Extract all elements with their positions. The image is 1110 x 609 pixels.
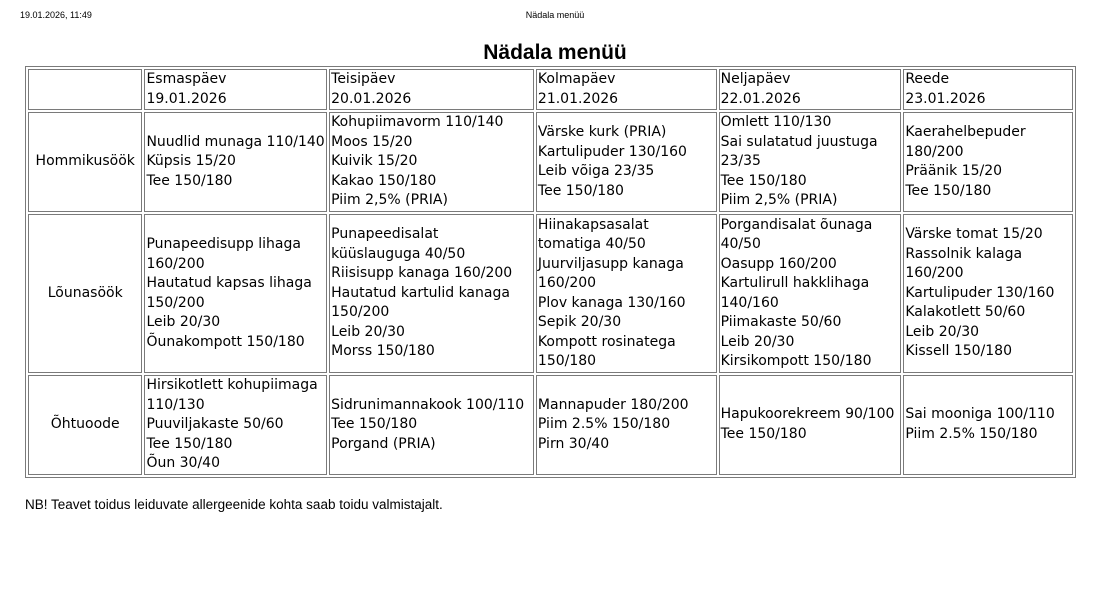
print-page-title: Nädala menüü	[525, 10, 585, 20]
menu-item: Piim 2,5% (PRIA)	[720, 192, 838, 209]
menu-item: Präänik 15/20	[905, 163, 1003, 179]
meal-row	[28, 214, 1073, 373]
menu-cell	[329, 214, 534, 373]
menu-item: Moos 15/20	[331, 133, 413, 150]
menu-item: Kartulipuder 130/160	[537, 143, 687, 160]
menu-item: Oasupp 160/200	[720, 255, 837, 272]
menu-item: Kirsikompott 150/180	[720, 353, 872, 369]
menu-item: Värske kurk (PRIA)	[537, 124, 667, 140]
menu-item: Punapeedisalat küüslauguga 40/50	[331, 226, 466, 262]
menu-item: Sai mooniga 100/110	[905, 406, 1055, 423]
menu-item: Kohupiimavorm 110/140	[331, 114, 504, 131]
menu-item: Piim 2.5% 150/180	[905, 425, 1038, 442]
menu-cell	[329, 112, 534, 212]
menu-item: Õunakompott 150/180	[146, 333, 305, 350]
menu-item: Tee 150/180	[720, 425, 807, 442]
day-header	[719, 69, 902, 110]
menu-item: Piim 2,5% (PRIA)	[331, 192, 448, 209]
menu-item: Kartulipuder 130/160	[905, 284, 1055, 301]
allergen-note: NB! Teavet toidus leiduvate allergeenide kohta saab toidu valmistajalt.	[25, 497, 443, 512]
menu-item: Riisisupp kanaga 160/200	[331, 265, 513, 282]
menu-item: Hirsikotlett kohupiimaga 110/130	[146, 377, 318, 413]
menu-item: Leib 20/30	[720, 333, 795, 350]
menu-item: Piim 2.5% 150/180	[537, 416, 671, 432]
day-name: Teisipäev	[331, 71, 396, 87]
menu-item: Rassolnik kalaga 160/200	[905, 245, 1023, 282]
menu-item: Kalakotlett 50/60	[905, 304, 1026, 321]
menu-item: Juurviljasupp kanaga 160/200	[537, 255, 684, 291]
menu-item: Nuudlid munaga 110/140	[146, 133, 325, 150]
menu-item: Kissell 150/180	[905, 343, 1012, 360]
menu-item: Kartulirull hakklihaga 140/160	[720, 275, 870, 311]
menu-item: Omlett 110/130	[720, 114, 832, 131]
menu-table	[25, 66, 1076, 478]
menu-cell	[719, 375, 902, 475]
menu-item: Porgand (PRIA)	[331, 435, 436, 452]
meal-label: Õhtuoode	[28, 375, 142, 475]
menu-item: Leib 20/30	[146, 314, 221, 330]
day-date: 22.01.2026	[720, 90, 801, 107]
menu-item: Tee 150/180	[905, 182, 992, 199]
day-name: Kolmapäev	[537, 71, 616, 87]
page-title: Nädala menüü	[483, 41, 627, 64]
menu-cell	[903, 112, 1073, 212]
menu-item: Sai sulatatud juustuga 23/35	[720, 133, 878, 170]
day-name: Esmaspäev	[146, 71, 227, 87]
menu-item: Kaerahelbepuder 180/200	[905, 124, 1026, 160]
corner-cell	[28, 69, 142, 110]
menu-item: Leib 20/30	[905, 323, 980, 340]
menu-item: Sidrunimannakook 100/110	[331, 396, 525, 413]
menu-item: Morss 150/180	[331, 343, 435, 360]
menu-item: Kakao 150/180	[331, 172, 437, 189]
menu-item: Tee 150/180	[537, 182, 624, 199]
meal-label: Hommikusöök	[28, 112, 142, 212]
day-name: Neljapäev	[720, 71, 791, 87]
meal-row	[28, 375, 1073, 475]
menu-cell	[903, 375, 1073, 475]
menu-item: Porgandisalat õunaga 40/50	[720, 216, 873, 252]
meal-label: Lõunasöök	[28, 214, 142, 373]
menu-cell	[536, 214, 717, 373]
menu-item: Leib 20/30	[331, 323, 405, 340]
day-header	[536, 69, 717, 110]
menu-cell	[719, 112, 902, 212]
menu-item: Hiinakapsasalat tomatiga 40/50	[537, 216, 649, 252]
day-date: 20.01.2026	[331, 90, 412, 107]
menu-item: Kuivik 15/20	[331, 153, 418, 170]
menu-item: Hautatud kapsas lihaga 150/200	[146, 275, 312, 311]
menu-cell	[903, 214, 1073, 373]
menu-item: Kompott rosinatega 150/180	[537, 333, 676, 369]
menu-cell	[144, 214, 327, 373]
menu-item: Pirn 30/40	[537, 435, 610, 452]
menu-cell	[719, 214, 902, 373]
menu-item: Õun 30/40	[146, 455, 220, 471]
print-datetime: 19.01.2026, 11:49	[20, 10, 92, 20]
menu-item: Puuviljakaste 50/60	[146, 416, 284, 432]
day-header-row	[28, 69, 1073, 110]
menu-cell	[536, 112, 717, 212]
day-header	[903, 69, 1073, 110]
menu-cell	[329, 375, 534, 475]
menu-item: Küpsis 15/20	[146, 153, 236, 170]
menu-item: Hapukoorekreem 90/100	[720, 406, 895, 423]
menu-item: Leib võiga 23/35	[537, 163, 655, 179]
menu-item: Mannapuder 180/200	[537, 396, 689, 413]
menu-item: Tee 150/180	[146, 172, 233, 189]
day-date: 19.01.2026	[146, 90, 227, 107]
menu-item: Tee 150/180	[720, 172, 807, 189]
day-header	[329, 69, 534, 110]
menu-cell	[536, 375, 717, 475]
menu-item: Tee 150/180	[331, 416, 418, 432]
menu-cell	[144, 375, 327, 475]
day-name: Reede	[905, 71, 950, 87]
menu-item: Sepik 20/30	[537, 314, 622, 330]
menu-item: Punapeedisupp lihaga 160/200	[146, 236, 301, 272]
print-header	[20, 10, 1090, 22]
menu-item: Tee 150/180	[146, 435, 233, 452]
menu-item: Plov kanaga 130/160	[537, 294, 686, 311]
menu-item: Värske tomat 15/20	[905, 226, 1043, 243]
day-date: 21.01.2026	[537, 90, 619, 107]
day-header	[144, 69, 327, 110]
menu-cell	[144, 112, 327, 212]
meal-row	[28, 112, 1073, 212]
day-date: 23.01.2026	[905, 90, 986, 107]
menu-item: Piimakaste 50/60	[720, 314, 842, 330]
menu-item: Hautatud kartulid kanaga 150/200	[331, 284, 510, 321]
